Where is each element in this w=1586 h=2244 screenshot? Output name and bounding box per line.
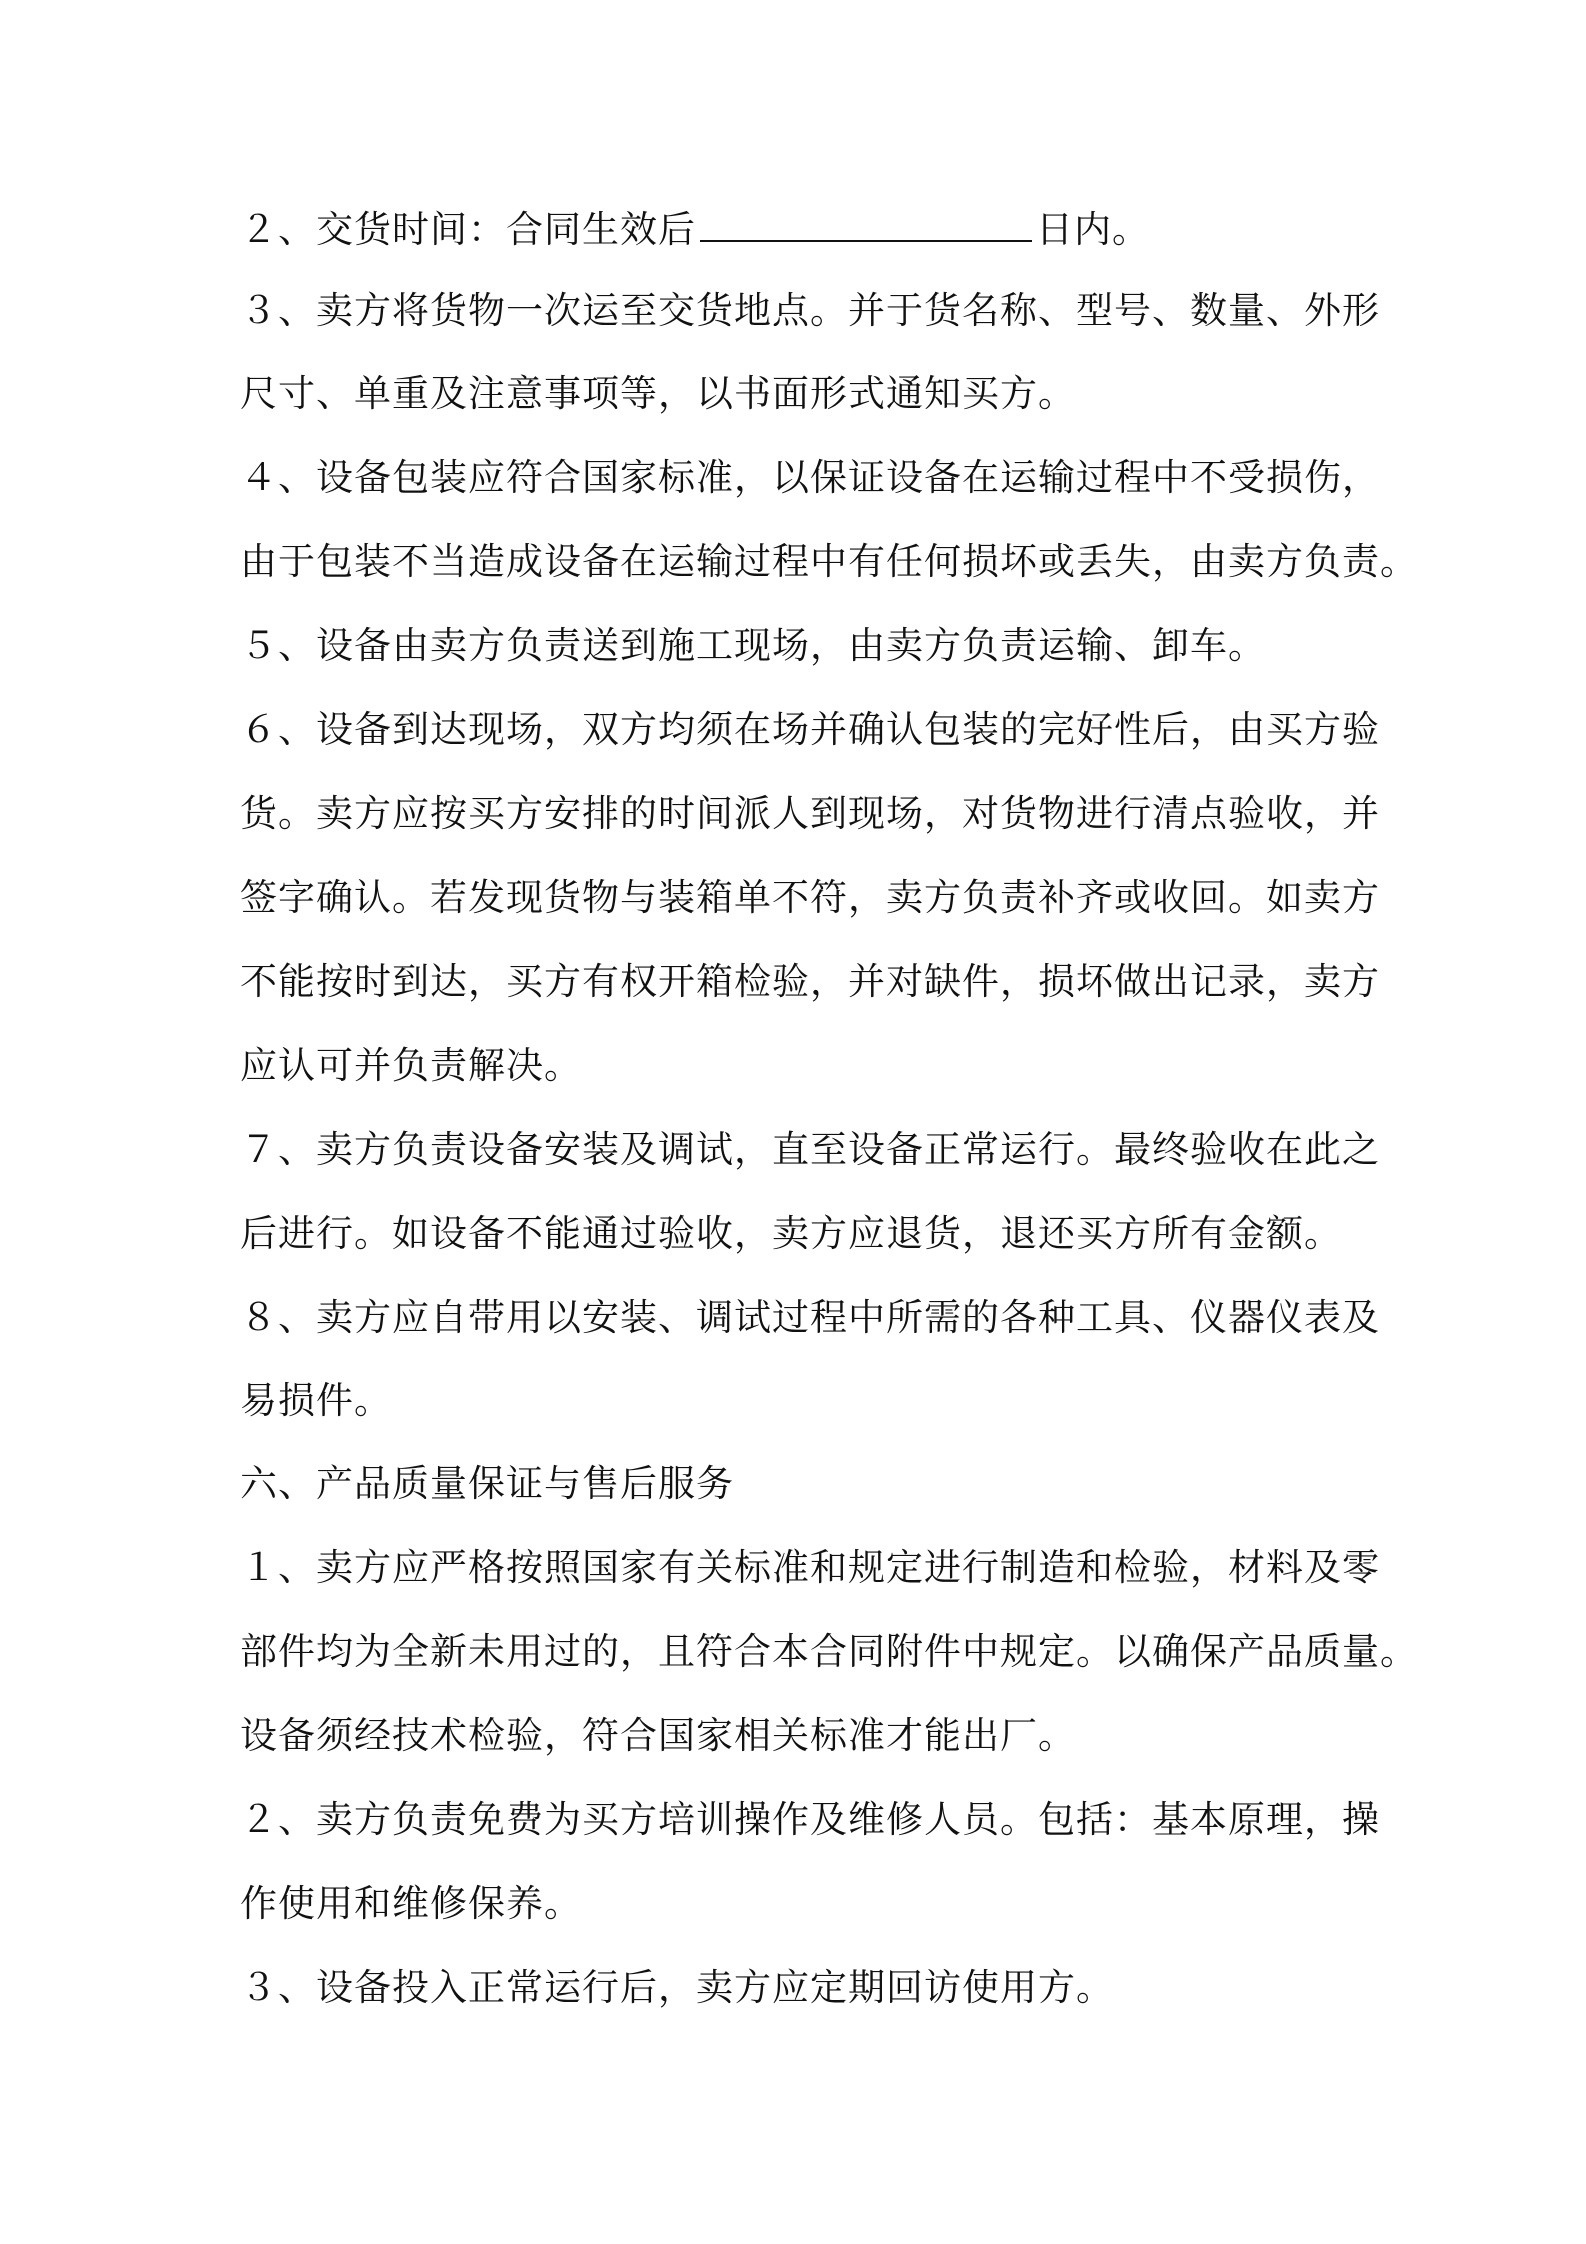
section-heading: 六、产品质量保证与售后服务 (240, 1462, 734, 1505)
paragraph-line: ５、设备由卖方负责送到施工现场，由卖方负责运输、卸车。 (240, 624, 1266, 667)
delivery-time-suffix: 日内。 (1036, 208, 1150, 251)
paragraph-line: 设备须经技术检验，符合国家相关标准才能出厂。 (240, 1714, 1076, 1757)
paragraph-line: １、卖方应严格按照国家有关标准和规定进行制造和检验，材料及零 (240, 1546, 1380, 1589)
paragraph-line: ４、设备包装应符合国家标准，以保证设备在运输过程中不受损伤， (240, 456, 1380, 499)
paragraph-line: 签字确认。若发现货物与装箱单不符，卖方负责补齐或收回。如卖方 (240, 876, 1380, 919)
clause-delivery-time (240, 200, 1380, 256)
paragraph-line: 应认可并负责解决。 (240, 1044, 582, 1087)
delivery-time-prefix: ２、交货时间：合同生效后 (240, 208, 696, 251)
paragraph-line: 尺寸、单重及注意事项等，以书面形式通知买方。 (240, 372, 1076, 415)
paragraph-line: 不能按时到达，买方有权开箱检验，并对缺件，损坏做出记录，卖方 (240, 960, 1380, 1003)
paragraph-line: 后进行。如设备不能通过验收，卖方应退货，退还买方所有金额。 (240, 1212, 1342, 1255)
paragraph-line: ６、设备到达现场，双方均须在场并确认包装的完好性后，由买方验 (240, 708, 1380, 751)
paragraph-line: ８、卖方应自带用以安装、调试过程中所需的各种工具、仪器仪表及 (240, 1296, 1380, 1339)
paragraph-line: 货。卖方应按买方安排的时间派人到现场，对货物进行清点验收，并 (240, 792, 1380, 835)
paragraph-line: ７、卖方负责设备安装及调试，直至设备正常运行。最终验收在此之 (240, 1128, 1380, 1171)
paragraph-line: 由于包装不当造成设备在运输过程中有任何损坏或丢失，由卖方负责。 (240, 540, 1418, 583)
paragraph-line: ３、卖方将货物一次运至交货地点。并于货名称、型号、数量、外形 (240, 289, 1380, 332)
paragraph-line: 作使用和维修保养。 (240, 1882, 582, 1925)
delivery-days-blank-field[interactable] (700, 200, 1032, 242)
paragraph-line: ２、卖方负责免费为买方培训操作及维修人员。包括：基本原理，操 (240, 1798, 1380, 1841)
paragraph-line: ３、设备投入正常运行后，卖方应定期回访使用方。 (240, 1966, 1114, 2009)
paragraph-line: 易损件。 (240, 1379, 392, 1422)
paragraph-line: 部件均为全新未用过的，且符合本合同附件中规定。以确保产品质量。 (240, 1630, 1418, 1673)
